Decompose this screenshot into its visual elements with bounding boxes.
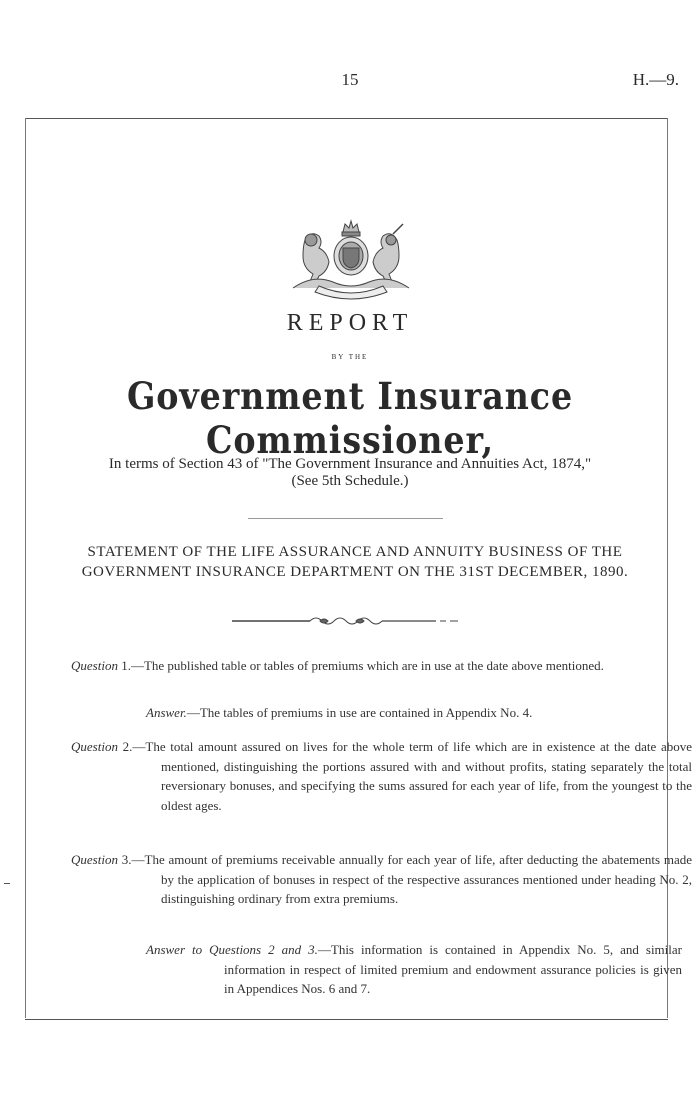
answer-label: Answer.: [146, 705, 187, 720]
question-1: [71, 656, 692, 676]
question-number: 2.: [122, 739, 133, 754]
answer-text: —The tables of premiums in use are contained in Appendix No. 4.: [186, 705, 533, 720]
royal-coat-of-arms-icon: [285, 218, 417, 300]
question-number: 3.: [121, 852, 132, 867]
answer-1: [146, 703, 666, 723]
statement-heading: STATEMENT OF THE LIFE ASSURANCE AND ANNUITY BUSINESS OF THE GOVERNMENT INSURANCE DEPARTMENT ON THE 31ST DECEMBER, 1890.: [81, 544, 629, 580]
intro-text: [0, 456, 700, 490]
question-label: Question: [71, 852, 118, 867]
question-text: —The total amount assured on lives for the whole term of life which are in existence at the date above mentioned, distinguishing the portions assured with and without profits, stating separately the total reversionary bonuses, and specifying the sums assured for each year of life, from the youngest to the oldest ages.: [132, 739, 692, 813]
margin-mark: [4, 883, 10, 884]
intro-line-1: In terms of Section 43 of "The Government Insurance and Annuities Act, 1874,": [108, 456, 592, 472]
answer-2-and-3: [146, 940, 682, 999]
question-3: [71, 850, 692, 909]
report-heading: REPORT: [286, 310, 414, 336]
question-label: Question: [71, 658, 118, 673]
question-2: [71, 737, 692, 815]
document-code: H.—9.: [632, 70, 679, 89]
ornamental-divider-icon: [232, 613, 460, 629]
question-text: —The published table or tables of premiums which are in use at the date above mentioned.: [130, 658, 604, 673]
intro-line-2: (See 5th Schedule.): [291, 473, 409, 489]
answer-label: Answer to Questions 2 and 3.: [146, 942, 318, 957]
by-the-label: BY THE: [331, 353, 369, 361]
commissioner-title: Government Insurance Commissioner,: [126, 374, 574, 462]
section-divider: [248, 518, 443, 519]
page-number: 15: [341, 70, 359, 89]
answer-text: —This information is contained in Appendix No. 5, and similar information in respect of limited premium and endowment assurance policies is given in Appendices Nos. 6 and 7.: [224, 942, 682, 996]
question-number: 1.: [121, 658, 131, 673]
question-text: —The amount of premiums receivable annually for each year of life, after deducting the abatements made by the application of bonuses in respect of the respective assurances mentioned under heading No. 2, distinguishing ordinary from extra premiums.: [131, 852, 693, 906]
frame-left-rule: [25, 118, 26, 1018]
question-label: Question: [71, 739, 118, 754]
